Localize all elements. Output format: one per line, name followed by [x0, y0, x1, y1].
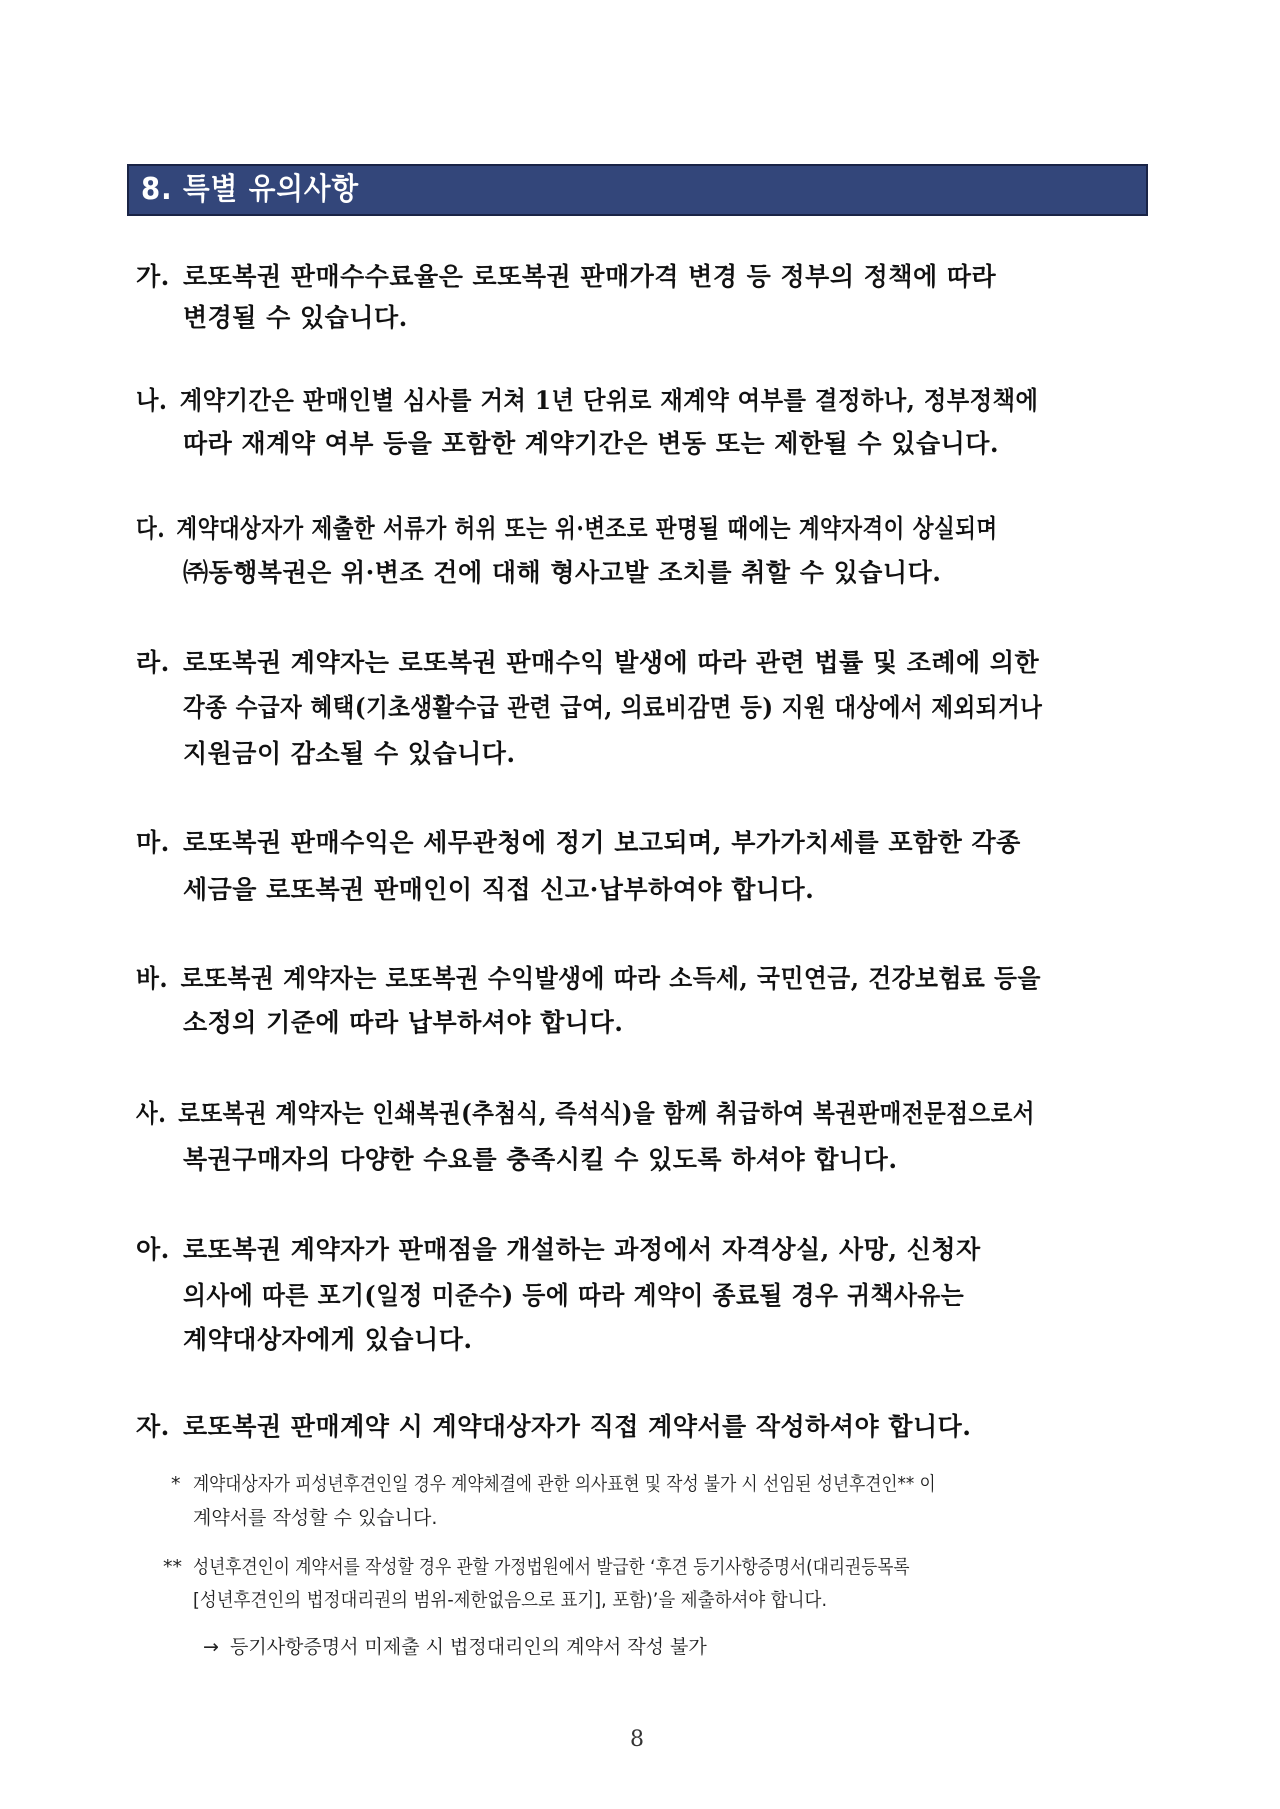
item-marker: 마.	[136, 828, 170, 857]
section-title: 8. 특별 유의사항	[141, 172, 360, 207]
item-text: 지원금이 감소될 수 있습니다.	[183, 739, 516, 768]
item-text: 로또복권 판매수수료율은 로또복권 판매가격 변경 등 정부의 정책에 따라	[183, 262, 997, 291]
item-text: 소정의 기준에 따라 납부하셔야 합니다.	[183, 1008, 624, 1037]
item-marker: 다.	[136, 514, 166, 543]
item-text: 로또복권 계약자가 판매점을 개설하는 과정에서 자격상실, 사망, 신청자	[183, 1235, 981, 1264]
footnote-text: 계약서를 작성할 수 있습니다.	[193, 1507, 438, 1529]
section-header	[127, 164, 1148, 216]
item-text: 변경될 수 있습니다.	[183, 303, 408, 332]
item-marker: 자.	[136, 1412, 170, 1441]
item-marker: 나.	[136, 386, 168, 415]
item-marker: 사.	[136, 1099, 167, 1128]
item-text: 복권구매자의 다양한 수요를 충족시킬 수 있도록 하셔야 합니다.	[183, 1145, 898, 1174]
item-text: 계약대상자가 제출한 서류가 허위 또는 위·변조로 판명될 때에는 계약자격이 상실되며	[176, 514, 998, 543]
item-text: 로또복권 판매수익은 세무관청에 정기 보고되며, 부가가치세를 포함한 각종	[183, 828, 1021, 857]
arrow-icon: →	[203, 1636, 219, 1658]
footnote-text: [성년후견인의 법정대리권의 범위-제한없음으로 표기], 포함)’을 제출하셔야 합니다.	[193, 1589, 828, 1611]
footnote-text: 성년후견인이 계약서를 작성할 경우 관할 가정법원에서 발급한 ‘후견 등기사항증명서(대리권등목록	[193, 1556, 910, 1578]
footnote-text: 계약대상자가 피성년후견인일 경우 계약체결에 관한 의사표현 및 작성 불가 시 선임된 성년후견인** 이	[193, 1473, 936, 1495]
item-text: ㈜동행복권은 위·변조 건에 대해 형사고발 조치를 취할 수 있습니다.	[183, 558, 942, 587]
item-marker: 라.	[136, 648, 170, 677]
item-text: 각종 수급자 혜택(기초생활수급 관련 급여, 의료비감면 등) 지원 대상에서 제외되거나	[183, 693, 1043, 722]
item-text: 로또복권 계약자는 로또복권 판매수익 발생에 따라 관련 법률 및 조례에 의한	[183, 648, 1040, 677]
item-text: 계약대상자에게 있습니다.	[183, 1325, 473, 1354]
footnote-marker: **	[163, 1556, 182, 1578]
page-number: 8	[630, 1727, 644, 1752]
item-text: 로또복권 계약자는 로또복권 수익발생에 따라 소득세, 국민연금, 건강보험료 등을	[180, 964, 1041, 993]
item-text: 세금을 로또복권 판매인이 직접 신고·납부하여야 합니다.	[183, 875, 815, 904]
item-text: 따라 재계약 여부 등을 포함한 계약기간은 변동 또는 제한될 수 있습니다.	[183, 429, 1000, 458]
footnote-marker: *	[171, 1473, 181, 1495]
item-text: 로또복권 계약자는 인쇄복권(추첨식, 즉석식)을 함께 취급하여 복권판매전문점으로서	[178, 1099, 1035, 1128]
item-marker: 바.	[136, 964, 169, 993]
item-text: 계약기간은 판매인별 심사를 거쳐 1년 단위로 재계약 여부를 결정하나, 정부정책에	[179, 386, 1039, 415]
item-text: 로또복권 판매계약 시 계약대상자가 직접 계약서를 작성하셔야 합니다.	[183, 1412, 972, 1441]
item-text: 의사에 따른 포기(일정 미준수) 등에 따라 계약이 종료될 경우 귀책사유는	[183, 1281, 965, 1310]
footnote-text: 등기사항증명서 미제출 시 법정대리인의 계약서 작성 불가	[230, 1636, 707, 1658]
item-marker: 가.	[136, 262, 170, 291]
item-marker: 아.	[136, 1235, 170, 1264]
